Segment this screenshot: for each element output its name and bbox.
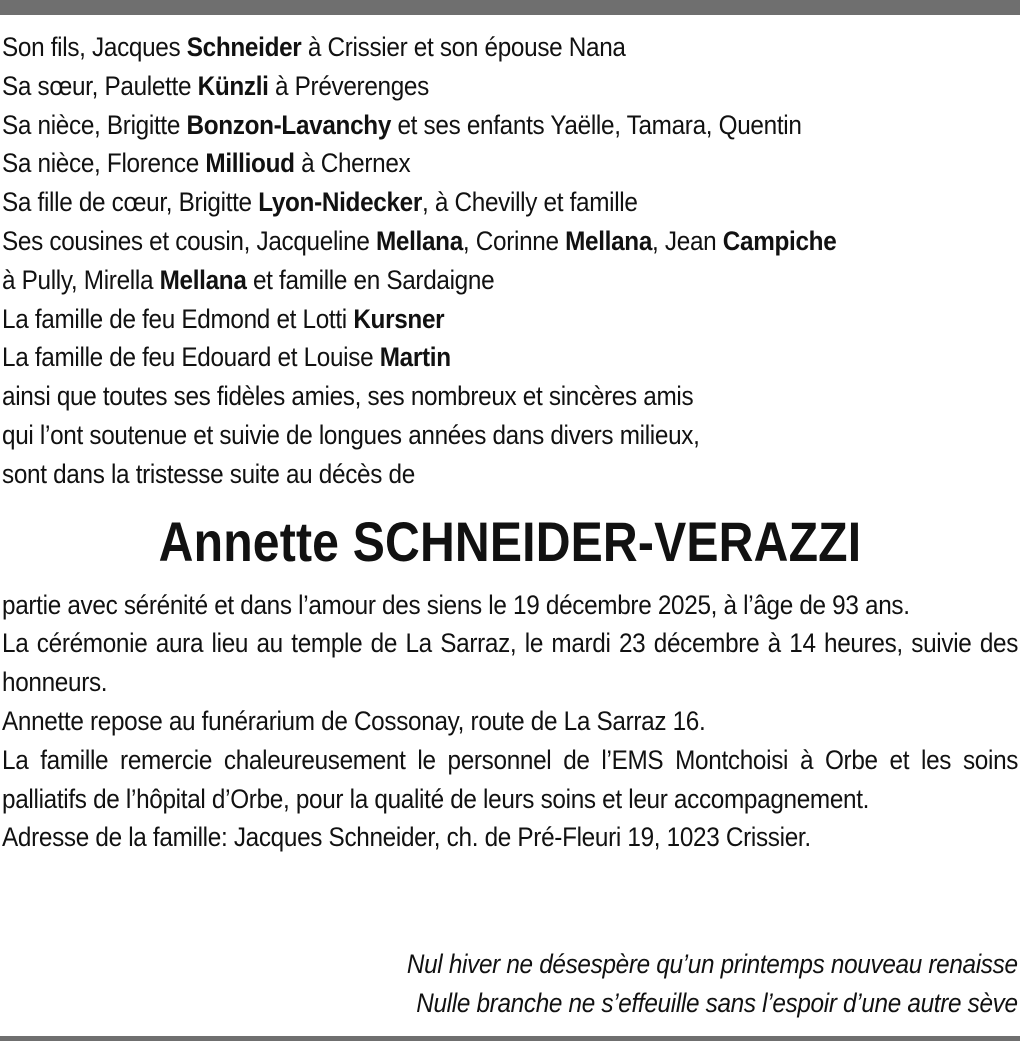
family-surname: Schneider [186,32,302,62]
family-surname: Campiche [722,225,837,256]
family-line-niece-florence: Sa nièce, Florence Millioud à Chernex [2,148,411,179]
family-surname: Millioud [205,148,295,179]
thanks-paragraph: La famille remercie chaleureusement le personnel de l’EMS Montchoisi à Orbe et les soins palliatifs de l’hôpital d’Orbe, pour la qualité de leurs soins et leur accompagnement. [2,744,1019,814]
funeral-home-paragraph: Annette repose au funérarium de Cossonay, route de La Sarraz 16. [2,705,706,736]
family-surname: Lyon-Nidecker [258,187,423,218]
family-surname: Mellana [565,225,653,256]
bottom-rule [0,1036,1020,1041]
death-details-paragraph: partie avec sérénité et dans l’amour des siens le 19 décembre 2025, à l’âge de 93 ans. [2,589,910,620]
obituary-notice [2,28,1018,857]
family-line-sister: Sa sœur, Paulette Künzli à Préverenges [2,70,429,101]
family-line-niece-brigitte: Sa nièce, Brigitte Bonzon-Lavanchy et ses enfants Yaëlle, Tamara, Quentin [2,109,802,140]
family-line-son: Son fils, Jacques Schneider à Crissier et son épouse Nana [2,32,626,62]
quote-line: Nul hiver ne désespère qu’un printemps nouveau renaisse [407,949,1018,979]
family-surname: Künzli [197,70,269,101]
family-surname: Bonzon-Lavanchy [186,109,392,140]
deceased-name: Annette SCHNEIDER-VERAZZI [158,509,862,573]
ceremony-paragraph: La cérémonie aura lieu au temple de La Sarraz, le mardi 23 décembre à 14 heures, suivie des honneurs. [2,628,1019,698]
family-address-paragraph: Adresse de la famille: Jacques Schneider, ch. de Pré-Fleuri 19, 1023 Crissier. [2,822,811,853]
top-rule [0,0,1020,15]
family-line-late-martin: La famille de feu Edouard et Louise Martin [2,342,451,373]
closing-quote [339,945,1018,1023]
intro-line: ainsi que toutes ses fidèles amies, ses nombreux et sincères amis [2,381,694,412]
family-surname: Mellana [375,225,463,256]
family-line-daughter-of-heart: Sa fille de cœur, Brigitte Lyon-Nidecker, à Chevilly et famille [2,187,638,218]
family-line-late-kursner: La famille de feu Edmond et Lotti Kursner [2,303,445,334]
family-surname: Martin [379,342,451,373]
family-line-cousins-cont: à Pully, Mirella Mellana et famille en Sardaigne [2,264,495,295]
intro-line: qui l’ont soutenue et suivie de longues années dans divers milieux, [2,419,700,450]
family-line-cousins: Ses cousines et cousin, Jacqueline Mellana, Corinne Mellana, Jean Campiche [2,225,837,256]
family-surname: Mellana [159,264,247,295]
quote-line: Nulle branche ne s’effeuille sans l’espoir d’une autre sève [416,987,1018,1018]
family-surname: Kursner [353,303,445,334]
intro-line: sont dans la tristesse suite au décès de [2,458,415,489]
